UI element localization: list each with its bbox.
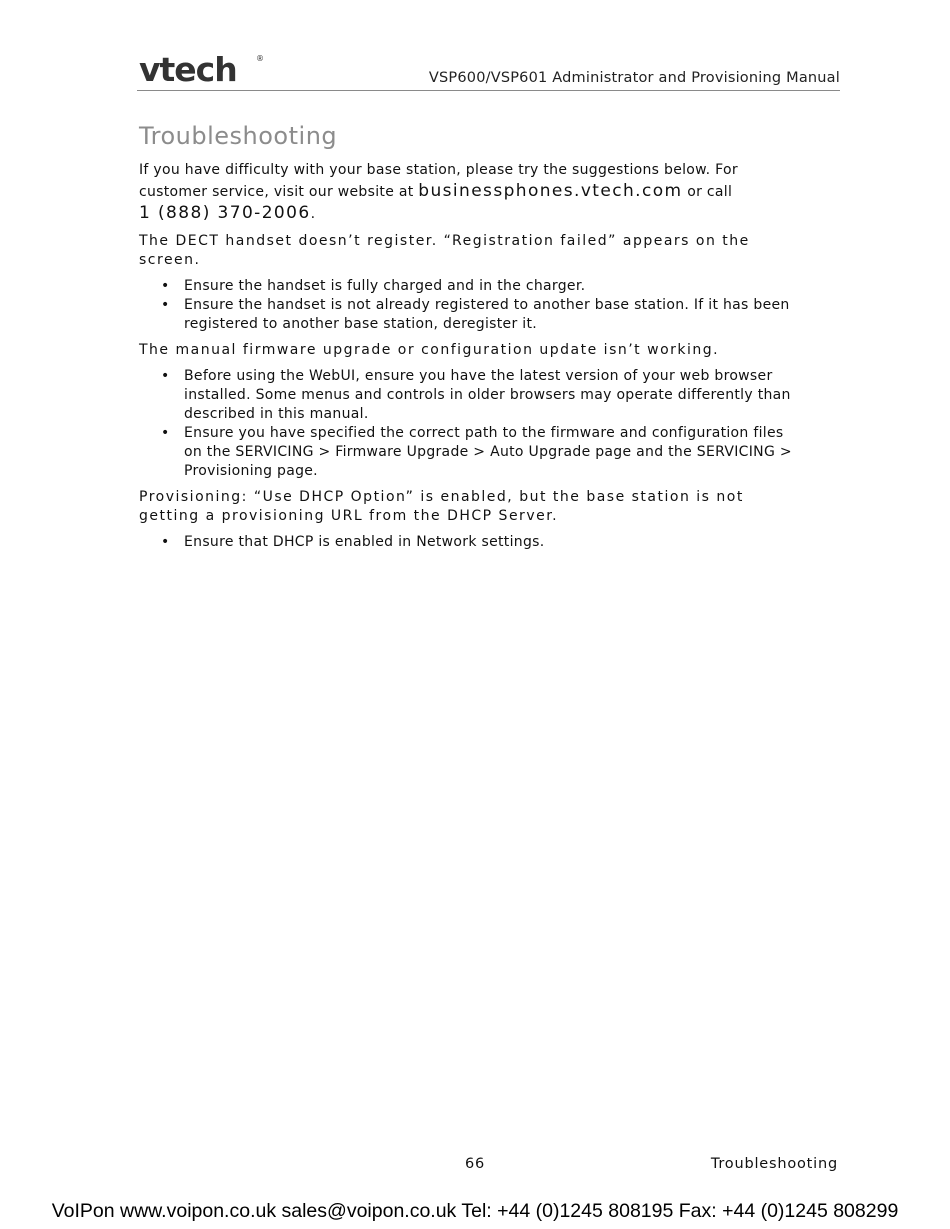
footer-section-name: Troubleshooting	[710, 1156, 838, 1172]
solution-item	[139, 277, 799, 296]
document-title: VSP600/VSP601 Administrator and Provisioning Manual	[428, 70, 840, 86]
vtech-logo: vtech	[139, 50, 237, 89]
bullet: •	[161, 278, 170, 294]
solution-text: Ensure that DHCP is enabled in Network settings.	[184, 534, 545, 550]
intro-paragraph	[139, 160, 799, 225]
solution-text: Before using the WebUI, ensure you have the latest version of your web browser installed. Some menus and controls in older browsers may operate differently than described in this manual.	[184, 368, 791, 422]
intro-line-2-pre: customer service, visit our website at	[139, 184, 419, 200]
phone-number: 1 (888) 370-2006	[139, 203, 311, 223]
contact-banner: VoIPon www.voipon.co.uk sales@voipon.co.uk Tel: +44 (0)1245 808195 Fax: +44 (0)1245 808299	[51, 1200, 899, 1222]
phone-period: .	[310, 206, 316, 222]
solution-list	[139, 533, 799, 552]
intro-line-2-post: or call	[682, 184, 733, 200]
problem-heading: Provisioning: “Use DHCP Option” is enabled, but the base station is not getting a provisioning URL from the DHCP Server.	[139, 489, 744, 524]
bullet: •	[161, 368, 170, 384]
solution-text: Ensure the handset is not already registered to another base station. If it has been registered to another base station, deregister it.	[184, 297, 790, 332]
solution-item	[139, 424, 799, 481]
website-link[interactable]: businessphones.vtech.com	[418, 181, 683, 201]
section-heading: Troubleshooting	[139, 122, 338, 150]
problem-heading: The DECT handset doesn’t register. “Registration failed” appears on the screen.	[139, 233, 750, 268]
bullet: •	[161, 534, 170, 550]
solution-item	[139, 296, 799, 334]
page-number: 66	[465, 1156, 486, 1172]
solution-item	[139, 367, 799, 424]
solution-item	[139, 533, 799, 552]
solution-text: Ensure the handset is fully charged and in the charger.	[184, 278, 586, 294]
bullet: •	[161, 297, 170, 313]
solution-text: Ensure you have specified the correct path to the firmware and configuration files on the SERVICING > Firmware Upgrade > Auto Upgrade page and the SERVICING > Provisioning page.	[184, 425, 792, 479]
problem-heading: The manual firmware upgrade or configuration update isn’t working.	[139, 342, 720, 358]
registered-mark: ®	[256, 54, 264, 63]
solution-list	[139, 277, 799, 334]
bullet: •	[161, 425, 170, 441]
solution-list	[139, 367, 799, 481]
page-content	[139, 120, 799, 559]
page-header	[137, 50, 840, 91]
intro-line-1: If you have difficulty with your base station, please try the suggestions below. For	[139, 162, 738, 178]
